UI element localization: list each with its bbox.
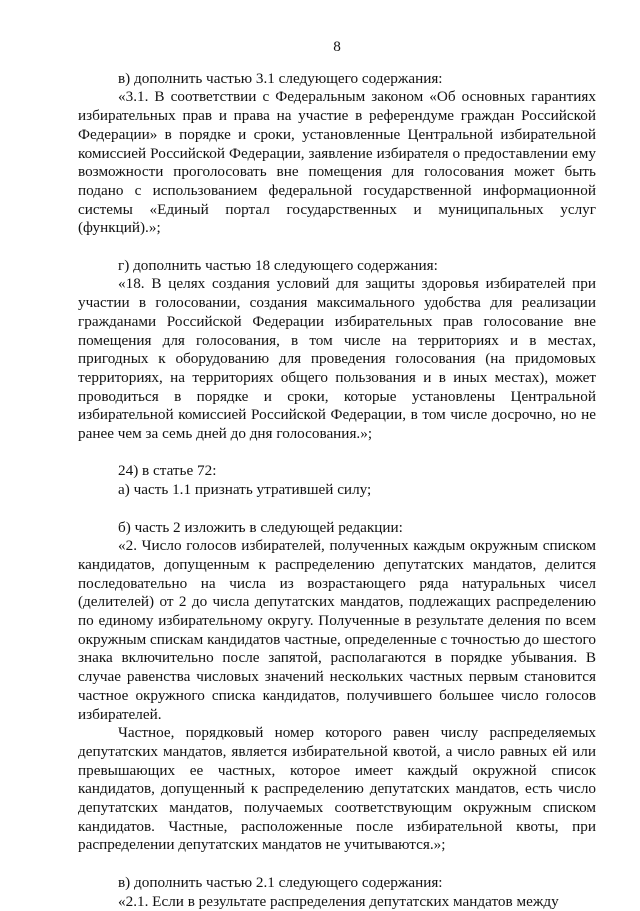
amendment-item-b-heading: б) часть 2 изложить в следующей редакции: [118, 518, 403, 536]
paragraph-gap [78, 444, 596, 463]
part-2-1-text: «2.1. Если в результате распределения депутатских мандатов между [118, 892, 559, 910]
paragraph-3-1-text: «3.1. В соответствии с Федеральным законом «Об основных гарантиях избирательных прав и права на участие в референдуме граждан Российской Федерации» в порядке и сроки, установленные Центральной избирательной комиссией Российской Федерации, заявление избирателя о предоставлении ему возможности проголосовать вне помещения для голосования может быть подано с использованием федеральной государственной информационной системы «Единый портал государственных и муниципальных услуг (функций).»; [78, 88, 596, 237]
amendment-item-v-heading: в) дополнить частью 3.1 следующего содержания: [118, 69, 443, 87]
paragraph-gap [78, 238, 596, 257]
page-number: 8 [333, 38, 341, 55]
amendment-item-v2-heading: в) дополнить частью 2.1 следующего содержания: [118, 873, 443, 891]
amendment-item-a: а) часть 1.1 признать утратившей силу; [118, 481, 372, 499]
amendment-item-g-heading: г) дополнить частью 18 следующего содержания: [118, 256, 438, 274]
paragraph-18-text: «18. В целях создания условий для защиты здоровья избирателей при участии в голосовании, создания максимального удобства для реализации гражданами Российской Федерации избирательных прав голосование вне помещения для голосования, в том числе на территориях и в местах, пригодных к оборудованию для проведения голосования (на придомовых территориях, на территориях общего пользования и в иных местах), может проводиться в порядке и сроки, которые установлены Центральной избирательной комиссией Российской Федерации, в том числе досрочно, но не ранее чем за семь дней до дня голосования.»; [78, 275, 596, 443]
document-page [78, 38, 596, 911]
paragraph-gap [78, 855, 596, 874]
paragraph-gap [78, 500, 596, 519]
article-72-heading: 24) в статье 72: [118, 462, 217, 480]
part-2-second-paragraph: Частное, порядковый номер которого равен числу распределяемых депутатских мандатов, является избирательной квотой, а число равных ей или превышающих ее частных, которое имеет каждый окружной список кандидатов, допущенный к распределению депутатских мандатов, есть число депутатских мандатов, получаемых соответствующим окружным списком кандидатов. Частные, расположенные после избирательной квоты, при распределении депутатских мандатов не учитываются.»; [78, 724, 596, 854]
part-2-text: «2. Число голосов избирателей, полученных каждым окружным списком кандидатов, допущенным к распределению депутатских мандатов, делится последовательно на числа из возрастающего ряда натуральных чисел (делителей) от 2 до числа депутатских мандатов, подлежащих распределению по единому избирательному округу. Полученные в результате деления по всем окружным спискам кандидатов частные, определенные с точностью до шестого знака включительно после запятой, располагаются в порядке убывания. В случае равенства числовых значений нескольких частных первым становится частное окружного списка кандидатов, получившего большее число голосов избирателей. [78, 537, 596, 723]
